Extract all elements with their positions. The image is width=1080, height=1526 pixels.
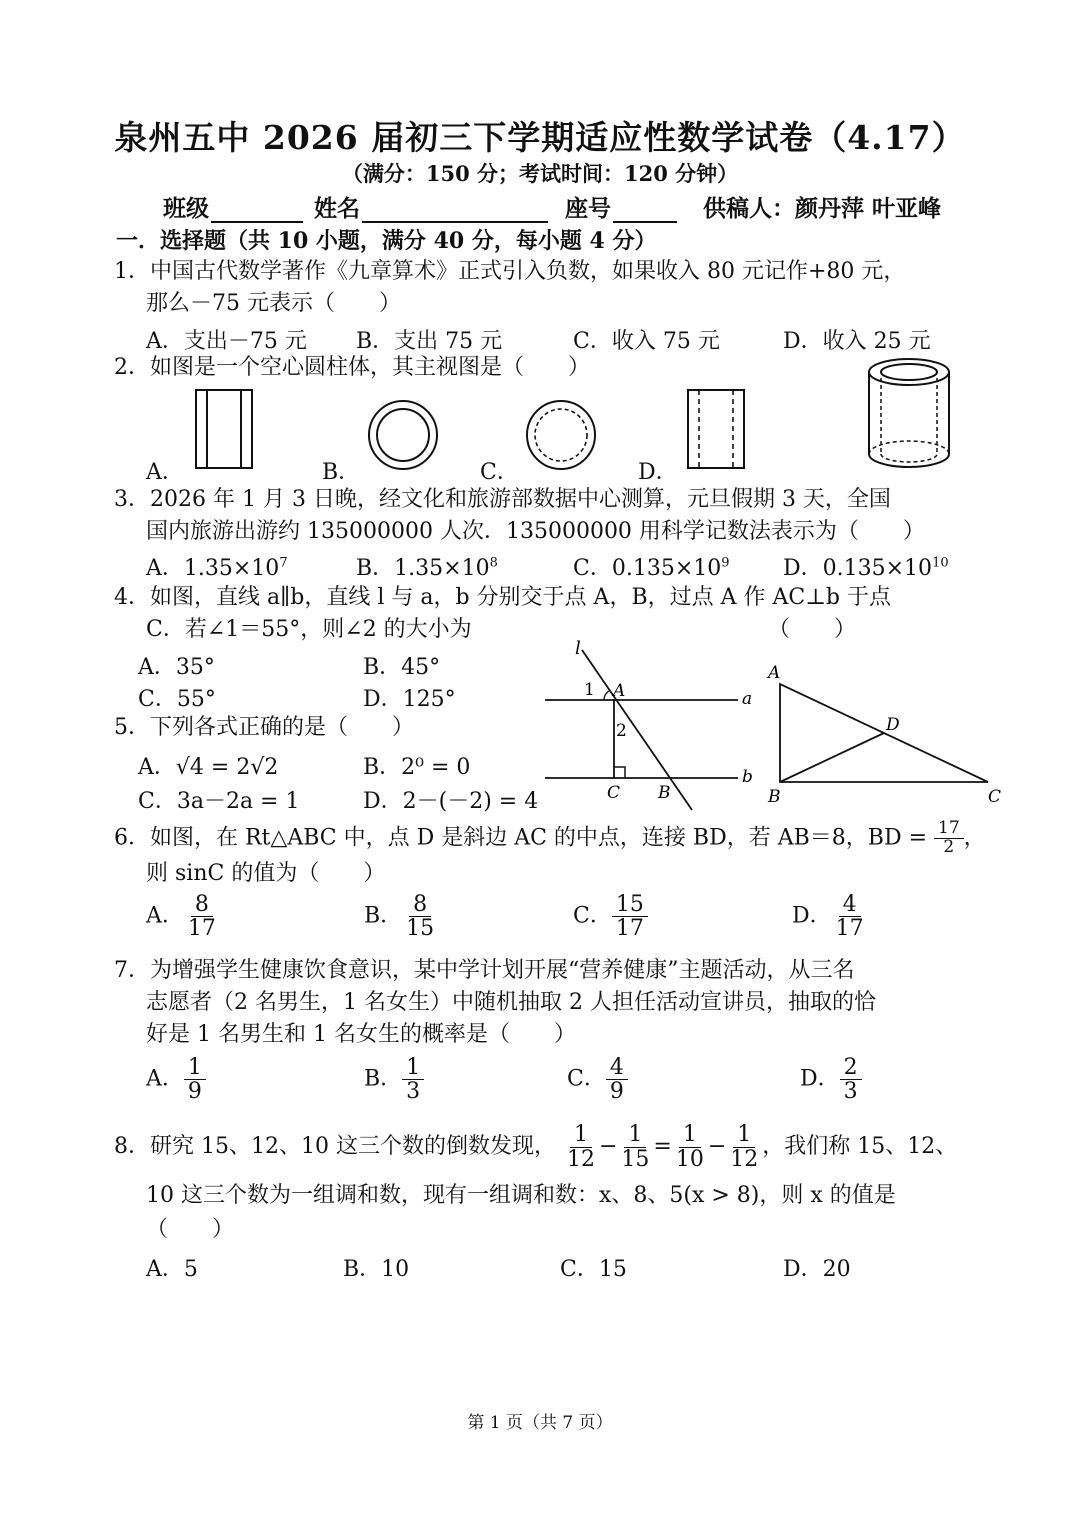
q5-line1: 5．下列各式正确的是（ ） [114, 715, 414, 740]
parallel-lines-figure [540, 640, 760, 820]
q4-line1: 4．如图，直线 a∥b，直线 l 与 a，b 分别交于点 A，B，过点 A 作 AC⊥b 于点 [114, 585, 891, 610]
q6-line2: 则 sinC 的值为（ ） [146, 861, 386, 886]
fig6-label-A: A [768, 663, 781, 683]
q2-option-a: A． [146, 460, 184, 485]
right-triangle-figure [762, 660, 1012, 810]
name-label: 姓名 [314, 195, 360, 222]
q4-option-c: C．55° [138, 687, 216, 712]
fig4-label-B: B [658, 783, 671, 803]
fig6-label-C: C [988, 787, 1002, 807]
q7-option-a: A． $\frac{1}{9}$ [146, 1056, 206, 1103]
exam-subtitle: （满分：150 分；考试时间：120 分钟） [341, 161, 739, 186]
q6-option-b: B． $\frac{8}{15}$ [364, 892, 435, 942]
q3-line1: 3．2026 年 1 月 3 日晚，经文化和旅游部数据中心测算，元旦假期 3 天，全国 [114, 487, 891, 512]
q2-figure-b [366, 398, 440, 472]
q2-option-c: C． [480, 460, 519, 485]
q2-figure-c [524, 398, 598, 472]
q8-line2: 10 这三个数为一组调和数，现有一组调和数：x、8、5(x > 8)，则 x 的值是 [146, 1183, 896, 1208]
q7-line1: 7．为增强学生健康饮食意识，某中学计划开展“营养健康”主题活动，从三名 [114, 958, 855, 983]
q8-option-c: C．15 [560, 1257, 627, 1282]
q3-option-a: A．$1.35\times 10^7$ [146, 555, 288, 581]
fig4-label-l: l [575, 638, 581, 659]
q1-line2: 那么－75 元表示（ ） [146, 291, 401, 316]
fig4-label-A: A [613, 681, 626, 701]
q3-option-d: D．$0.135\times 10^{10}$ [783, 555, 949, 581]
q8-line1: 8．研究 15、12、10 这三个数的倒数发现， $\frac{1}{12}$ − $\frac{1}{15}$ = $\frac{1}{10}$ − $\frac{1}{12}$ ，我们称 15、12、 [114, 1122, 958, 1172]
q4-line2: C．若∠1＝55°，则∠2 的大小为 [146, 617, 472, 642]
q4-option-b: B．45° [363, 655, 441, 680]
q8-option-a: A．5 [146, 1257, 198, 1282]
q3-option-c: C．$0.135\times 10^9$ [573, 555, 730, 581]
q6-option-c: C． $\frac{15}{17}$ [573, 893, 648, 940]
seat-label: 座号 [565, 195, 611, 222]
section-heading: 一．选择题（共 10 小题，满分 40 分，每小题 4 分） [116, 228, 657, 254]
fig6-label-B: B [768, 787, 781, 807]
class-field [163, 190, 303, 223]
q7-option-b: B． $\frac{1}{3}$ [364, 1056, 424, 1103]
q1-option-d: D．收入 25 元 [783, 329, 931, 354]
q1-option-b: B．支出 75 元 [356, 329, 503, 354]
q3-line2: 国内旅游出游约 135000000 人次．135000000 用科学记数法表示为（ ） [146, 519, 925, 544]
q5-option-c: C．3a－2a = 1 [138, 789, 300, 814]
seat-field [565, 190, 677, 223]
page-number: 第 1 页（共 7 页） [467, 1413, 613, 1433]
q8-line3: （ ） [146, 1217, 235, 1242]
q7-option-c: C． $\frac{4}{9}$ [567, 1056, 628, 1103]
q6-line1: 6．如图，在 Rt△ABC 中，点 D 是斜边 AC 的中点，连接 BD，若 AB＝8，BD = $\frac{17}{2}$ ， [114, 818, 986, 857]
provider-text: 供稿人：颜丹萍 叶亚峰 [703, 195, 942, 222]
q7-line3: 好是 1 名男生和 1 名女生的概率是（ ） [146, 1022, 576, 1047]
fig6-label-D: D [886, 715, 900, 735]
q2-figure-a [190, 388, 256, 472]
q8-option-b: B．10 [343, 1257, 410, 1282]
q1-option-c: C．收入 75 元 [573, 329, 720, 354]
fig4-label-1: 1 [584, 680, 595, 700]
q2-figure-d [682, 388, 748, 472]
fig4-label-a: a [742, 689, 753, 709]
class-label: 班级 [163, 195, 209, 222]
q6-option-a: A． $\frac{8}{17}$ [146, 892, 216, 942]
name-blank [362, 199, 548, 223]
q4-option-d: D．125° [363, 687, 456, 712]
page-title: 泉州五中 2026 届初三下学期适应性数学试卷（4.17） [114, 118, 966, 157]
class-blank [211, 199, 303, 223]
bd-fraction: $\frac{17}{2}$ [934, 820, 964, 857]
q6-option-d: D． $\frac{4}{17}$ [792, 892, 864, 942]
hollow-cylinder-figure [862, 356, 956, 474]
fig4-label-C: C [607, 783, 621, 803]
q4-option-a: A．35° [138, 655, 215, 680]
q8-option-d: D．20 [783, 1257, 851, 1282]
q2-line1: 2．如图是一个空心圆柱体，其主视图是（ ） [114, 355, 590, 380]
q1-line1: 1．中国古代数学著作《九章算术》正式引入负数，如果收入 80 元记作+80 元， [114, 259, 906, 284]
name-field [314, 190, 548, 223]
q5-option-a: A．√4 = 2√2 [138, 755, 279, 780]
q1-option-a: A．支出－75 元 [146, 329, 307, 354]
q5-option-b: B．2⁰ = 0 [363, 755, 471, 780]
q3-option-b: B．$1.35\times 10^8$ [356, 555, 498, 581]
q5-option-d: D．2－(－2) = 4 [363, 789, 539, 814]
seat-blank [613, 199, 677, 223]
q7-option-d: D． $\frac{2}{3}$ [800, 1056, 862, 1103]
fig4-label-2: 2 [616, 721, 627, 741]
q2-option-d: D． [638, 460, 678, 485]
fig4-label-b: b [742, 767, 753, 787]
q7-line2: 志愿者（2 名男生，1 名女生）中随机抽取 2 人担任活动宣讲员，抽取的恰 [146, 990, 876, 1015]
q4-answer-paren: （ ） [768, 617, 857, 642]
q2-option-b: B． [322, 460, 361, 485]
